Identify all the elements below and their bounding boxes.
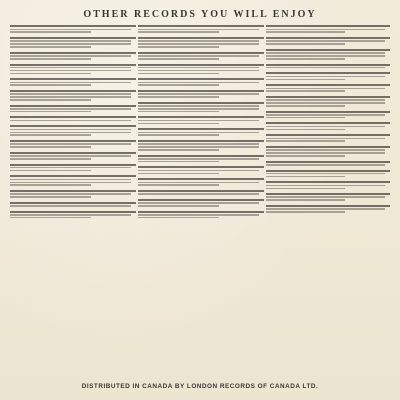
catalog-entry: [138, 25, 264, 33]
catalog-entry-heading-line: [266, 122, 390, 124]
catalog-entry-text-line: [266, 188, 345, 190]
catalog-entry-text-line: [266, 99, 385, 101]
catalog-entry-text-line: [138, 158, 259, 160]
catalog-entry-text-line: [266, 67, 385, 69]
catalog-entry: [138, 190, 264, 195]
catalog-entry-text-line: [10, 82, 131, 84]
catalog-entry-heading-line: [138, 128, 264, 130]
catalog-entry-text-line: [138, 93, 259, 95]
catalog-entry-text-line: [10, 193, 131, 195]
catalog-entry-text-line: [138, 132, 259, 134]
catalog-entry-text-line: [138, 182, 259, 184]
catalog-entry-text-line: [266, 129, 345, 131]
catalog-entry-text-line: [266, 105, 345, 107]
catalog-entry: [138, 166, 264, 174]
catalog-entry: [266, 25, 390, 33]
catalog-entry-text-line: [266, 185, 385, 187]
catalog-entry-heading-line: [10, 164, 136, 166]
catalog-entry-text-line: [10, 158, 91, 160]
catalog-entry-text-line: [10, 99, 91, 101]
catalog-entry-text-line: [138, 202, 259, 204]
distribution-notice: DISTRIBUTED IN CANADA BY LONDON RECORDS OF CANADA LTD.: [81, 383, 319, 390]
catalog-entry-text-line: [266, 79, 345, 81]
catalog-entry: [138, 211, 264, 219]
catalog-entry-text-line: [266, 138, 385, 140]
catalog-entry: [10, 90, 136, 101]
catalog-entry-heading-line: [10, 202, 136, 204]
catalog-entry-heading-line: [10, 152, 136, 154]
catalog-entry: [266, 96, 390, 107]
catalog-entry-text-line: [10, 167, 131, 169]
catalog-entry-text-line: [10, 146, 91, 148]
catalog-entry-heading-line: [10, 90, 136, 92]
catalog-entry-text-line: [266, 211, 345, 213]
catalog-entry-heading-line: [266, 49, 390, 51]
catalog-entry: [10, 116, 136, 121]
catalog-entry-text-line: [138, 205, 219, 207]
catalog-entry-heading-line: [138, 25, 264, 27]
catalog-entry: [138, 78, 264, 86]
catalog-column-1: [10, 24, 136, 370]
catalog-entry-text-line: [266, 52, 385, 54]
catalog-entry: [138, 52, 264, 60]
catalog-entry-heading-line: [138, 140, 264, 142]
catalog-entry-text-line: [266, 199, 345, 201]
catalog-entry-heading-line: [266, 84, 390, 86]
catalog-entry-heading-line: [266, 72, 390, 74]
catalog-entry: [138, 90, 264, 98]
catalog-entry-text-line: [138, 193, 259, 195]
catalog-entry: [266, 170, 390, 178]
catalog-entry-text-line: [138, 108, 259, 110]
catalog-entry-heading-line: [266, 134, 390, 136]
catalog-entry-text-line: [10, 93, 131, 95]
catalog-entry-text-line: [10, 134, 91, 136]
catalog-entry-heading-line: [10, 37, 136, 39]
catalog-entry-heading-line: [138, 52, 264, 54]
catalog-entry-text-line: [10, 184, 91, 186]
catalog-entry: [138, 37, 264, 48]
catalog-column-2: [138, 24, 264, 370]
catalog-entry: [10, 190, 136, 198]
catalog-entry-text-line: [10, 96, 131, 98]
catalog-entry-text-line: [10, 214, 131, 216]
catalog-entry-text-line: [10, 170, 91, 172]
catalog-entry-heading-line: [10, 140, 136, 142]
catalog-entry-text-line: [138, 214, 259, 216]
catalog-column-3: [266, 24, 390, 370]
catalog-entry-heading-line: [266, 205, 390, 207]
catalog-entry-heading-line: [266, 146, 390, 148]
catalog-entry: [10, 175, 136, 186]
catalog-entry: [266, 72, 390, 80]
catalog-entry: [266, 193, 390, 201]
catalog-entry: [266, 64, 390, 69]
catalog-entry-heading-line: [266, 111, 390, 113]
catalog-entry-text-line: [138, 70, 259, 72]
catalog-entry: [10, 25, 136, 33]
catalog-entry-heading-line: [266, 37, 390, 39]
catalog-entry: [266, 161, 390, 166]
catalog-entry-text-line: [266, 31, 345, 33]
catalog-entry-heading-line: [266, 170, 390, 172]
catalog-entry-heading-line: [10, 105, 136, 107]
catalog-entry-text-line: [10, 43, 131, 45]
catalog-entry-text-line: [266, 55, 385, 57]
catalog-entry-text-line: [266, 173, 385, 175]
catalog-entry-text-line: [266, 88, 385, 90]
catalog-entry-text-line: [138, 73, 219, 75]
catalog-entry-text-line: [138, 149, 219, 151]
catalog-entry: [138, 64, 264, 75]
catalog-entry: [266, 146, 390, 157]
catalog-entry-heading-line: [266, 161, 390, 163]
catalog-entry: [266, 84, 390, 92]
catalog-entry-text-line: [10, 84, 91, 86]
catalog-entry-heading-line: [138, 90, 264, 92]
catalog-entry-heading-line: [138, 102, 264, 104]
catalog-entry-heading-line: [138, 37, 264, 39]
catalog-entry-text-line: [10, 73, 91, 75]
catalog-entry-text-line: [10, 31, 91, 33]
catalog-entry-text-line: [10, 46, 91, 48]
catalog-entry-heading-line: [10, 190, 136, 192]
catalog-entry: [10, 78, 136, 86]
catalog-entry-text-line: [266, 58, 345, 60]
catalog-entry-heading-line: [266, 193, 390, 195]
catalog-entry-heading-line: [138, 211, 264, 213]
catalog-entry-text-line: [10, 70, 131, 72]
catalog-entry-text-line: [10, 129, 131, 131]
catalog-entry-heading-line: [10, 116, 136, 118]
catalog-entry-heading-line: [10, 175, 136, 177]
catalog-entry-text-line: [266, 40, 385, 42]
catalog-entry-text-line: [266, 117, 345, 119]
catalog-entry: [266, 181, 390, 189]
catalog-entry-text-line: [266, 152, 385, 154]
catalog-entry-text-line: [138, 111, 219, 113]
catalog-entry-heading-line: [10, 25, 136, 27]
catalog-entry-text-line: [10, 217, 91, 219]
catalog-entry-heading-line: [138, 178, 264, 180]
catalog-entry: [10, 64, 136, 75]
catalog-entry-text-line: [138, 173, 219, 175]
catalog-entry-text-line: [10, 196, 91, 198]
catalog-entry: [138, 178, 264, 186]
catalog-entry-text-line: [138, 217, 219, 219]
catalog-entry-text-line: [138, 84, 219, 86]
catalog-entry: [138, 140, 264, 151]
catalog-entry-text-line: [138, 170, 259, 172]
catalog-entry-heading-line: [138, 199, 264, 201]
catalog-entry-text-line: [138, 55, 259, 57]
catalog-entry-text-line: [138, 105, 259, 107]
catalog-entry: [10, 37, 136, 48]
sleeve-title: OTHER RECORDS YOU WILL ENJOY: [83, 9, 317, 20]
catalog-entry-text-line: [10, 132, 131, 134]
catalog-entry-text-line: [266, 102, 385, 104]
catalog-entry-text-line: [266, 90, 345, 92]
catalog-entry-text-line: [10, 29, 131, 31]
catalog-entry-text-line: [266, 164, 385, 166]
catalog-entry-text-line: [138, 96, 219, 98]
catalog-entry-text-line: [10, 182, 131, 184]
catalog-entry-heading-line: [10, 52, 136, 54]
catalog-entry: [10, 211, 136, 219]
catalog-entry-text-line: [138, 29, 259, 31]
catalog-entry-heading-line: [266, 181, 390, 183]
catalog-entry-text-line: [138, 134, 219, 136]
catalog-entry-text-line: [266, 76, 385, 78]
catalog-entry: [138, 116, 264, 124]
catalog-entry-text-line: [266, 114, 385, 116]
catalog-entry: [10, 105, 136, 113]
catalog-entry-text-line: [10, 67, 131, 69]
catalog-entry: [10, 164, 136, 172]
catalog-entry-heading-line: [10, 125, 136, 127]
catalog-entry-text-line: [266, 196, 385, 198]
catalog-entry: [10, 140, 136, 148]
catalog-entry-text-line: [10, 155, 131, 157]
catalog-entry-text-line: [266, 43, 345, 45]
catalog-entry-heading-line: [138, 64, 264, 66]
catalog-entry-text-line: [266, 29, 385, 31]
catalog-entry-text-line: [138, 184, 219, 186]
catalog-entry-text-line: [266, 149, 385, 151]
catalog-entry-text-line: [138, 67, 259, 69]
catalog-entry: [10, 125, 136, 136]
catalog-entry-text-line: [138, 43, 259, 45]
catalog-entry-text-line: [266, 176, 345, 178]
catalog-entry: [138, 155, 264, 163]
catalog-entry-heading-line: [266, 96, 390, 98]
catalog-entry-text-line: [10, 143, 131, 145]
catalog-entry-text-line: [138, 123, 219, 125]
catalog-entry-text-line: [10, 108, 131, 110]
catalog-entry-heading-line: [10, 211, 136, 213]
catalog-entry: [266, 111, 390, 119]
catalog-entry-heading-line: [10, 78, 136, 80]
catalog-entry: [10, 52, 136, 60]
catalog-entry-text-line: [10, 55, 131, 57]
catalog-entry-text-line: [10, 120, 131, 122]
catalog-entry-heading-line: [138, 78, 264, 80]
catalog-entry-text-line: [138, 40, 259, 42]
catalog-entry-text-line: [266, 155, 345, 157]
catalog-entry-text-line: [138, 31, 219, 33]
catalog-entry-text-line: [138, 58, 219, 60]
catalog-entry-heading-line: [138, 190, 264, 192]
catalog-entry: [266, 134, 390, 142]
catalog-entry-text-line: [10, 58, 91, 60]
catalog-entry: [266, 205, 390, 213]
catalog-entry-text-line: [10, 111, 91, 113]
catalog-entry-text-line: [266, 208, 385, 210]
catalog-entry-heading-line: [138, 116, 264, 118]
catalog-entry: [138, 128, 264, 136]
catalog-entry-text-line: [10, 205, 131, 207]
catalog-entry-heading-line: [266, 25, 390, 27]
catalog-entry-text-line: [266, 126, 385, 128]
catalog-entry-text-line: [266, 140, 345, 142]
catalog-entry: [266, 37, 390, 45]
catalog-entry: [138, 199, 264, 207]
catalog-entry-text-line: [138, 143, 259, 145]
catalog-entry-heading-line: [266, 64, 390, 66]
catalog-entry-text-line: [10, 179, 131, 181]
catalog-entry: [266, 122, 390, 130]
catalog-entry-text-line: [138, 161, 219, 163]
catalog-entry-text-line: [138, 46, 219, 48]
catalog-entry: [10, 152, 136, 160]
catalog-entry: [138, 102, 264, 113]
catalog-entry: [266, 49, 390, 60]
catalog-entry-text-line: [10, 40, 131, 42]
catalog-entry-heading-line: [138, 155, 264, 157]
catalog-entry-text-line: [138, 82, 259, 84]
catalog-entry-heading-line: [138, 166, 264, 168]
catalog-entry: [10, 202, 136, 207]
catalog-entry-text-line: [138, 146, 259, 148]
catalog-entry-text-line: [138, 120, 259, 122]
catalog-entry-heading-line: [10, 64, 136, 66]
